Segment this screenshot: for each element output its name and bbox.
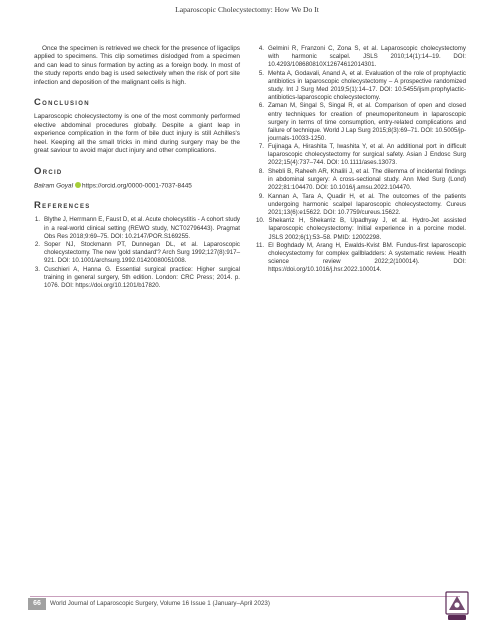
reference-number: 10. xyxy=(256,217,265,225)
reference-item xyxy=(256,102,466,142)
body-paragraph: Once the specimen is retrieved we check for the presence of ligaclips applied to specimens. This clip sometimes dislodged from a specimen and can lead to sinus formation by acting as a foreign body. In most of the study reports endo bag is used selectively when the risk of port site infection and deposition of the malignant cells is high. xyxy=(34,45,240,86)
references-heading: References xyxy=(34,200,91,212)
reference-item xyxy=(256,143,466,167)
reference-number: 6. xyxy=(258,102,264,110)
orcid-line xyxy=(34,182,240,191)
conclusion-text: Laparoscopic cholecystectomy is one of the most commonly performed elective abdominal procedures globally. Despite a giant leap in experience complication in the form of bile duct injury is still Achilles's heel. Keeping all the small tricks in mind during surgery may be the great saviour to avoid major duct injury and other complications. xyxy=(34,113,240,155)
reference-item xyxy=(256,168,466,192)
reference-text: Shebli B, Raheeh AR, Khalili J, et al. The dilemma of incidental findings in abdominal surgery: A cross-sectional study. Ann Med Surg (Lond) 2022;81:104470. DOI: 10.1016/j.amsu.2022.104470. xyxy=(268,167,466,192)
left-column xyxy=(34,45,240,291)
reference-text: Mehta A, Godavali, Anand A, et al. Evaluation of the role of prophylactic antibiotics in laparoscopic cholecystectomy – A prospective randomized study. Int J Surg Med 2019;5(1):14–17. DOI: 10.5455/ijsm.prophylactic-antibiotics-laparoscopic cholecystectomy. xyxy=(268,69,466,101)
references-list-right xyxy=(256,45,466,274)
reference-number: 3. xyxy=(34,265,40,273)
reference-text: Kannan A, Tara A, Quadir H, et al. The outcomes of the patients undergoing harmonic scalpel laparoscopic cholecystectomy. Cureus 2021;13(6):e15622. DOI: 10.7759/cureus.15622. xyxy=(268,192,466,216)
reference-item xyxy=(34,241,240,265)
reference-text: Blythe J, Herrmann E, Faust D, et al. Acute cholecystitis - A cohort study in a real-world clinical setting (REWO study, NCT02796443). Pragmat Obs Res 2018;9:69–75. DOI: 10.2147/POR.S169255. xyxy=(44,216,240,240)
reference-item xyxy=(34,216,240,240)
reference-text: Soper NJ, Stockmann PT, Dunnegan DL, et al. Laparoscopic cholecystectomy. The new 'gold standard'? Arch Surg 1992;127(8):917–921. DOI: 10.1001/archsurg.1992.01420080051008. xyxy=(44,241,240,265)
reference-number: 9. xyxy=(258,192,264,200)
reference-text: Cuschieri A, Hanna G. Essential surgical practice: Higher surgical training in general surgery, 5th edition. London: CRC Press; 2014. p. 1076. DOI: https://doi.org/10.1201/b17820. xyxy=(44,265,240,290)
running-head: Laparoscopic Cholecystectomy: How We Do It xyxy=(175,5,319,14)
reference-item xyxy=(256,45,466,69)
conclusion-heading: Conclusion xyxy=(34,97,90,109)
footer-rule xyxy=(30,596,460,597)
publisher-logo-icon xyxy=(444,588,470,622)
reference-number: 2. xyxy=(34,241,40,249)
reference-item xyxy=(256,242,466,274)
reference-item xyxy=(34,266,240,290)
references-list-left xyxy=(34,216,240,290)
reference-item xyxy=(256,193,466,217)
reference-item xyxy=(256,217,466,241)
reference-text: Fujinaga A, Hirashita T, Iwashita Y, et al. An additional port in difficult laparoscopic cholecystectomy for surgical safety. Asian J Endosc Surg 2022;15(4):737–744. DOI: 10.1111/ases.13073. xyxy=(268,143,466,167)
reference-number: 5. xyxy=(258,69,264,77)
reference-number: 8. xyxy=(258,167,264,175)
orcid-icon xyxy=(75,182,81,188)
page-number: 66 xyxy=(28,598,46,610)
reference-number: 1. xyxy=(34,216,40,224)
reference-number: 7. xyxy=(258,143,264,151)
reference-text: Zaman M, Singal S, Singal R, et al. Comparison of open and closed entry techniques for creation of pneumoperitoneum in laparoscopic surgery in terms of time consumption, entry-related complications and failure of technique. World J Lap Surg 2015;8(3):69–71. DOI: 10.5005/jp-journals-10033-1250. xyxy=(268,102,466,142)
footer-journal-citation: World Journal of Laparoscopic Surgery, Volume 16 Issue 1 (January–April 2023) xyxy=(50,600,270,607)
reference-number: 11. xyxy=(256,241,265,249)
reference-text: Shekarriz H, Shekarriz B, Upadhyay J, et al. Hydro-Jet assisted laparoscopic cholecystectomy: Initial experience in a porcine model. JSLS 2002;6(1):53–58. PMID: 12002298. xyxy=(268,217,466,241)
reference-text: El Boghdady M, Arang H, Ewalds-Kvist BM. Fundus-first laparoscopic cholecystectomy for complex gallbladders: A systematic review. Health science review 2022;2(100014). DOI: https://doi.org/10.1016/j.hsr.2022.100014. xyxy=(268,241,466,274)
orcid-author-name: Balram Goyal xyxy=(34,182,73,190)
right-column xyxy=(256,45,466,275)
reference-number: 4. xyxy=(258,45,264,52)
reference-item xyxy=(256,70,466,102)
orcid-heading: Orcid xyxy=(34,165,63,177)
orcid-link[interactable]: https://orcid.org/0000-0001-7037-8445 xyxy=(82,182,192,190)
reference-text: Gelmini R, Franzoni C, Zona S, et al. Laparoscopic cholecystectomy with harmonic scalpel. JSLS 2010;14(1):14–19. DOI: 10.4293/108680810X12674612014301. xyxy=(268,45,466,69)
